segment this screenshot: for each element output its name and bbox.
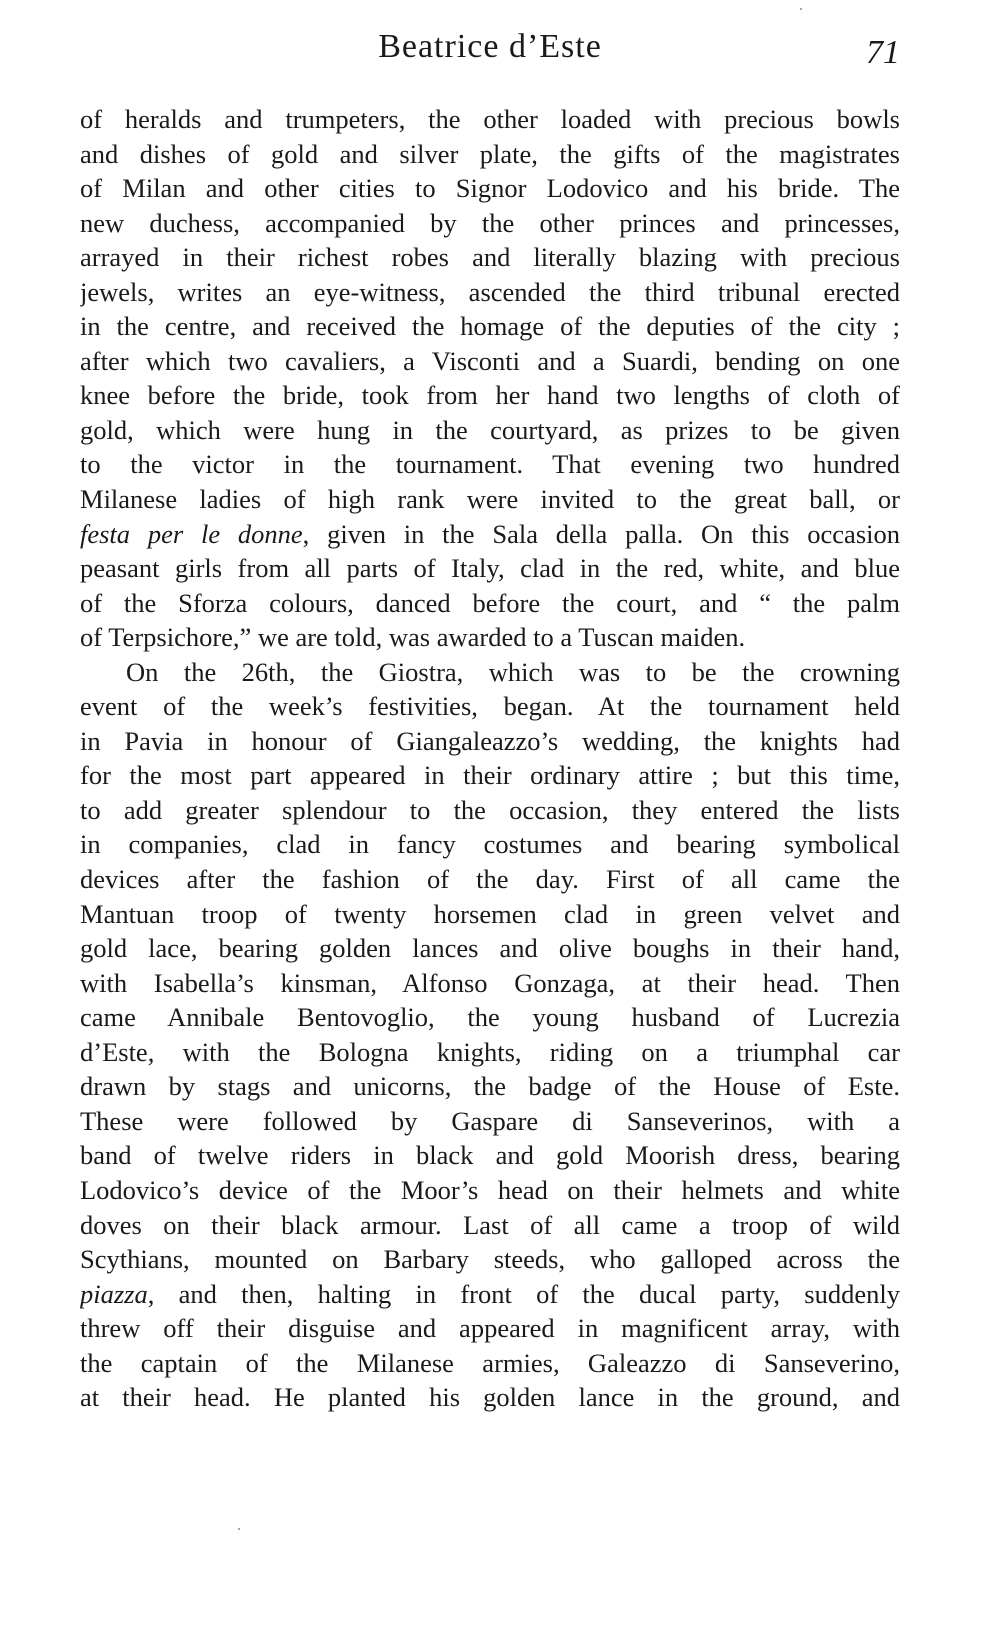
text-line: Mantuan troop of twenty horsemen clad in green velvet and	[80, 898, 900, 929]
text-line: Scythians, mounted on Barbary steeds, who galloped across the	[80, 1244, 900, 1275]
italic-phrase: festa per le donne	[80, 518, 303, 549]
text-line: knee before the bride, took from her hand two lengths of cloth of	[80, 380, 900, 411]
text-line: for the most part appeared in their ordinary attire ; but this time,	[80, 760, 900, 791]
text-line: of the Sforza colours, danced before the court, and “ the palm	[80, 587, 900, 618]
body-text	[80, 102, 900, 1415]
text-line: after which two cavaliers, a Visconti and a Suardi, bending on one	[80, 345, 900, 376]
text-line: came Annibale Bentovoglio, the young husband of Lucrezia	[80, 1002, 900, 1033]
text-line	[80, 1277, 900, 1312]
text-line: Lodovico’s device of the Moor’s head on their helmets and white	[80, 1174, 900, 1205]
text-line: at their head. He planted his golden lance in the ground, and	[80, 1382, 900, 1413]
paper-speck	[238, 1528, 240, 1530]
text-line: arrayed in their richest robes and literally blazing with precious	[80, 242, 900, 273]
text-line: and dishes of gold and silver plate, the gifts of the magistrates	[80, 138, 900, 169]
paragraph-first-line: On the 26th, the Giostra, which was to be the crowning	[126, 656, 900, 687]
text-line: in the centre, and received the homage of the deputies of the city ;	[80, 311, 900, 342]
text-line: in companies, clad in fancy costumes and bearing symbolical	[80, 829, 900, 860]
text-line	[80, 517, 900, 552]
text-line: drawn by stags and unicorns, the badge of the House of Este.	[80, 1071, 900, 1102]
text-line: in Pavia in honour of Giangaleazzo’s wedding, the knights had	[80, 725, 900, 756]
paper-speck	[800, 8, 802, 10]
text-line: Milanese ladies of high rank were invited to the great ball, or	[80, 484, 900, 515]
text-line: the captain of the Milanese armies, Galeazzo di Sanseverino,	[80, 1347, 900, 1378]
text-line: event of the week’s festivities, began. At the tournament held	[80, 691, 900, 722]
text-line: to the victor in the tournament. That evening two hundred	[80, 449, 900, 480]
italic-phrase: piazza	[80, 1278, 148, 1309]
text-line: with Isabella’s kinsman, Alfonso Gonzaga, at their head. Then	[80, 967, 900, 998]
text-line: peasant girls from all parts of Italy, clad in the red, white, and blue	[80, 553, 900, 584]
text-line: to add greater splendour to the occasion, they entered the lists	[80, 794, 900, 825]
text-line: of heralds and trumpeters, the other loaded with precious bowls	[80, 104, 900, 134]
text-line: new duchess, accompanied by the other princes and princesses,	[80, 207, 900, 238]
text-run: , given in the Sala della palla. On this occasion	[302, 518, 900, 549]
text-line: jewels, writes an eye-witness, ascended the third tribunal erected	[80, 276, 900, 307]
text-line: doves on their black armour. Last of all came a troop of wild	[80, 1209, 900, 1240]
text-line: These were followed by Gaspare di Sanseverinos, with a	[80, 1105, 900, 1136]
text-line: threw off their disguise and appeared in magnificent array, with	[80, 1313, 900, 1344]
text-line: d’Este, with the Bologna knights, riding on a triumphal car	[80, 1036, 900, 1067]
text-line: of Terpsichore,” we are told, was awarded to a Tuscan maiden.	[80, 622, 746, 653]
page-number: 71	[866, 34, 900, 71]
text-run: , and then, halting in front of the ducal party, suddenly	[147, 1278, 900, 1309]
running-title: Beatrice d’Este	[378, 28, 602, 65]
text-line: of Milan and other cities to Signor Lodovico and his bride. The	[80, 173, 900, 204]
text-line: devices after the fashion of the day. First of all came the	[80, 864, 900, 895]
text-line: gold lace, bearing golden lances and olive boughs in their hand,	[80, 933, 900, 964]
page-header	[80, 28, 900, 78]
text-line: band of twelve riders in black and gold Moorish dress, bearing	[80, 1140, 900, 1171]
text-line: gold, which were hung in the courtyard, as prizes to be given	[80, 414, 900, 445]
